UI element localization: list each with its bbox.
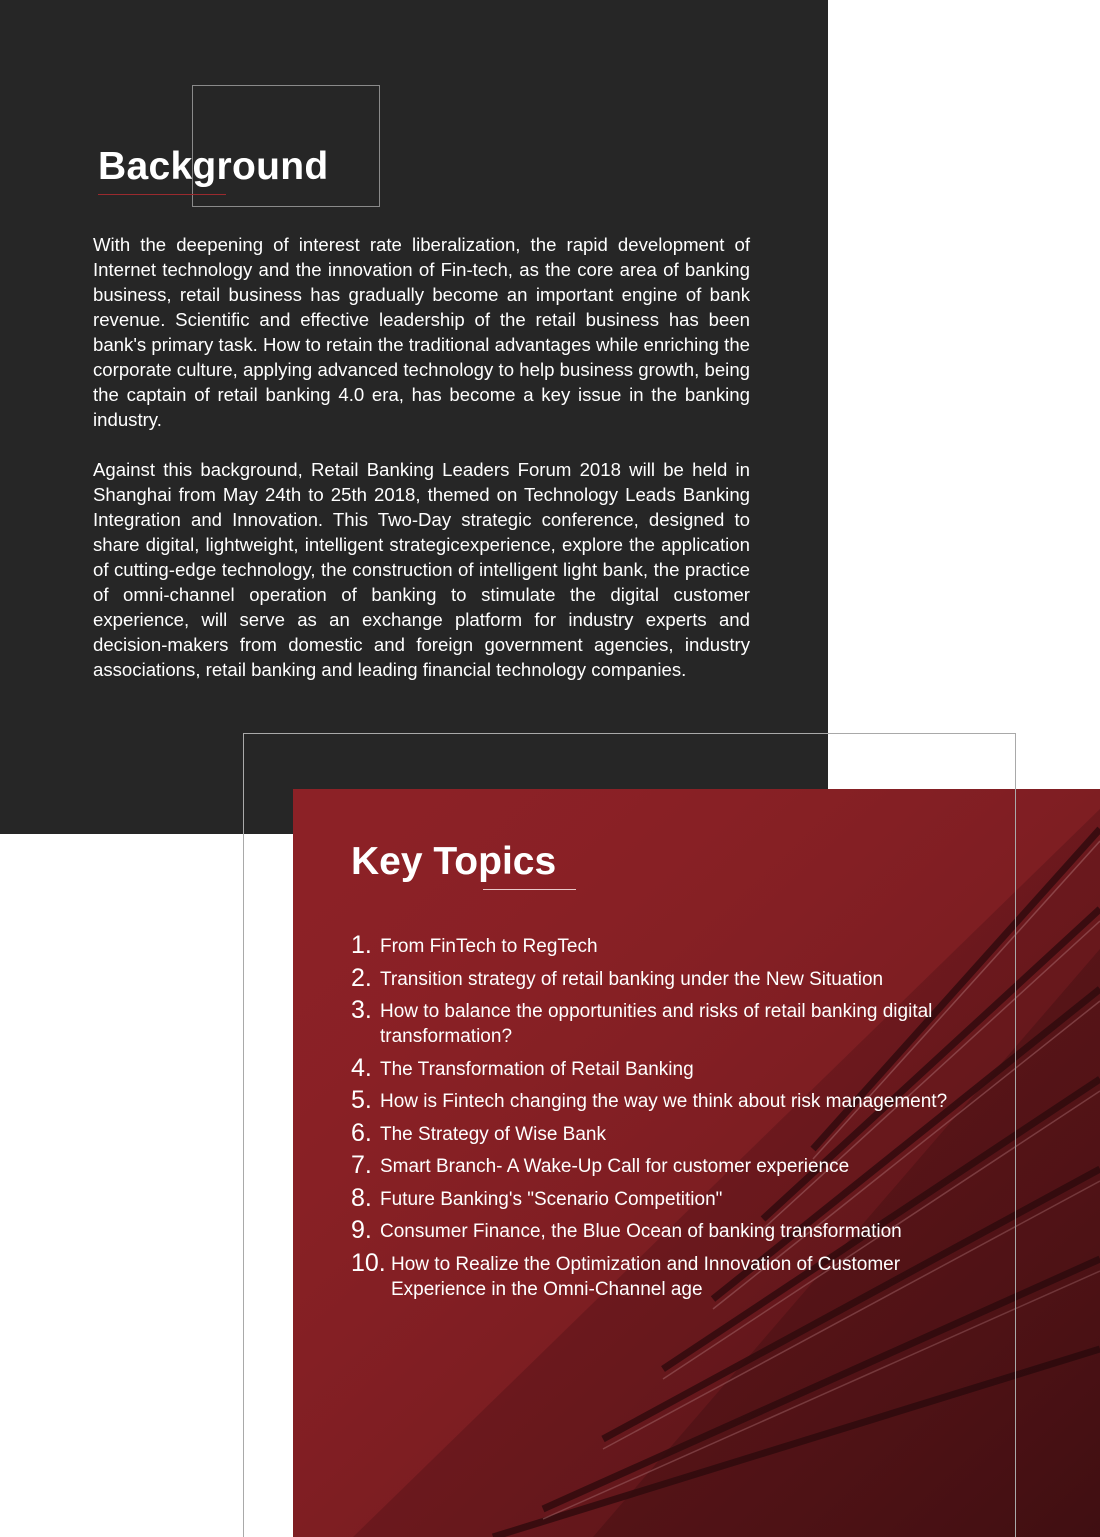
topic-text: How to Realize the Optimization and Innovation of Customer Experience in the Omni-Channel age [391, 1253, 901, 1300]
topics-list [351, 931, 991, 1309]
topic-text: Smart Branch- A Wake-Up Call for customer experience [380, 1156, 850, 1177]
topic-text: How to balance the opportunities and risks of retail banking digital transformation? [380, 1001, 933, 1047]
topic-text: Consumer Finance, the Blue Ocean of banking transformation [380, 1221, 902, 1242]
title-underline [483, 889, 576, 890]
topic-number: 4. [351, 1053, 372, 1082]
topic-item [351, 1053, 991, 1082]
topic-number: 2. [351, 963, 372, 992]
topic-item [351, 1151, 991, 1179]
topic-text: Transition strategy of retail banking under the New Situation [380, 968, 884, 990]
topic-number: 5. [351, 1086, 372, 1114]
background-title: Background [98, 145, 329, 188]
topic-item [351, 996, 991, 1049]
topic-item [351, 1216, 991, 1244]
topic-item [351, 963, 991, 992]
topic-number: 1. [351, 931, 372, 959]
topic-text: The Strategy of Wise Bank [380, 1123, 606, 1145]
topic-text: How is Fintech changing the way we think about risk management? [380, 1091, 948, 1112]
topic-text: The Transformation of Retail Banking [380, 1058, 694, 1080]
background-paragraph-2: Against this background, Retail Banking Leaders Forum 2018 will be held in Shanghai from May 24th to 25th 2018, themed on Technology Leads Banking Integration and Innovation. This Two-Day strategic conference, designed to share digital, lightweight, intelligent strategicexperience, explore the application of cutting-edge technology, the construction of intelligent light bank, the practice of omni-channel operation of banking to stimulate the digital customer experience, will serve as an exchange platform for industry experts and decision-makers from domestic and foreign government agencies, industry associations, retail banking and leading financial technology companies. [93, 459, 750, 680]
topic-item [351, 1118, 991, 1147]
title-underline [98, 194, 226, 195]
topic-item [351, 1248, 991, 1302]
topic-number: 10. [351, 1248, 386, 1277]
topic-number: 9. [351, 1216, 372, 1244]
topic-item [351, 1183, 991, 1212]
topic-item [351, 931, 991, 959]
topic-number: 8. [351, 1183, 372, 1212]
key-topics-title: Key Topics [351, 840, 557, 883]
topic-text: Future Banking's "Scenario Competition" [380, 1188, 723, 1210]
topic-number: 3. [351, 996, 372, 1024]
topic-text: From FinTech to RegTech [380, 936, 598, 957]
topic-item [351, 1086, 991, 1114]
background-paragraph-1: With the deepening of interest rate liberalization, the rapid development of Internet technology and the innovation of Fin-tech, as the core area of banking business, retail business has gradually become an important engine of bank revenue. Scientific and effective leadership of the retail business has been bank's primary task. How to retain the traditional advantages while enriching the corporate culture, applying advanced technology to help business growth, being the captain of retail banking 4.0 era, has become a key issue in the banking industry. [93, 234, 750, 430]
topic-number: 7. [351, 1151, 372, 1179]
topic-number: 6. [351, 1118, 372, 1147]
